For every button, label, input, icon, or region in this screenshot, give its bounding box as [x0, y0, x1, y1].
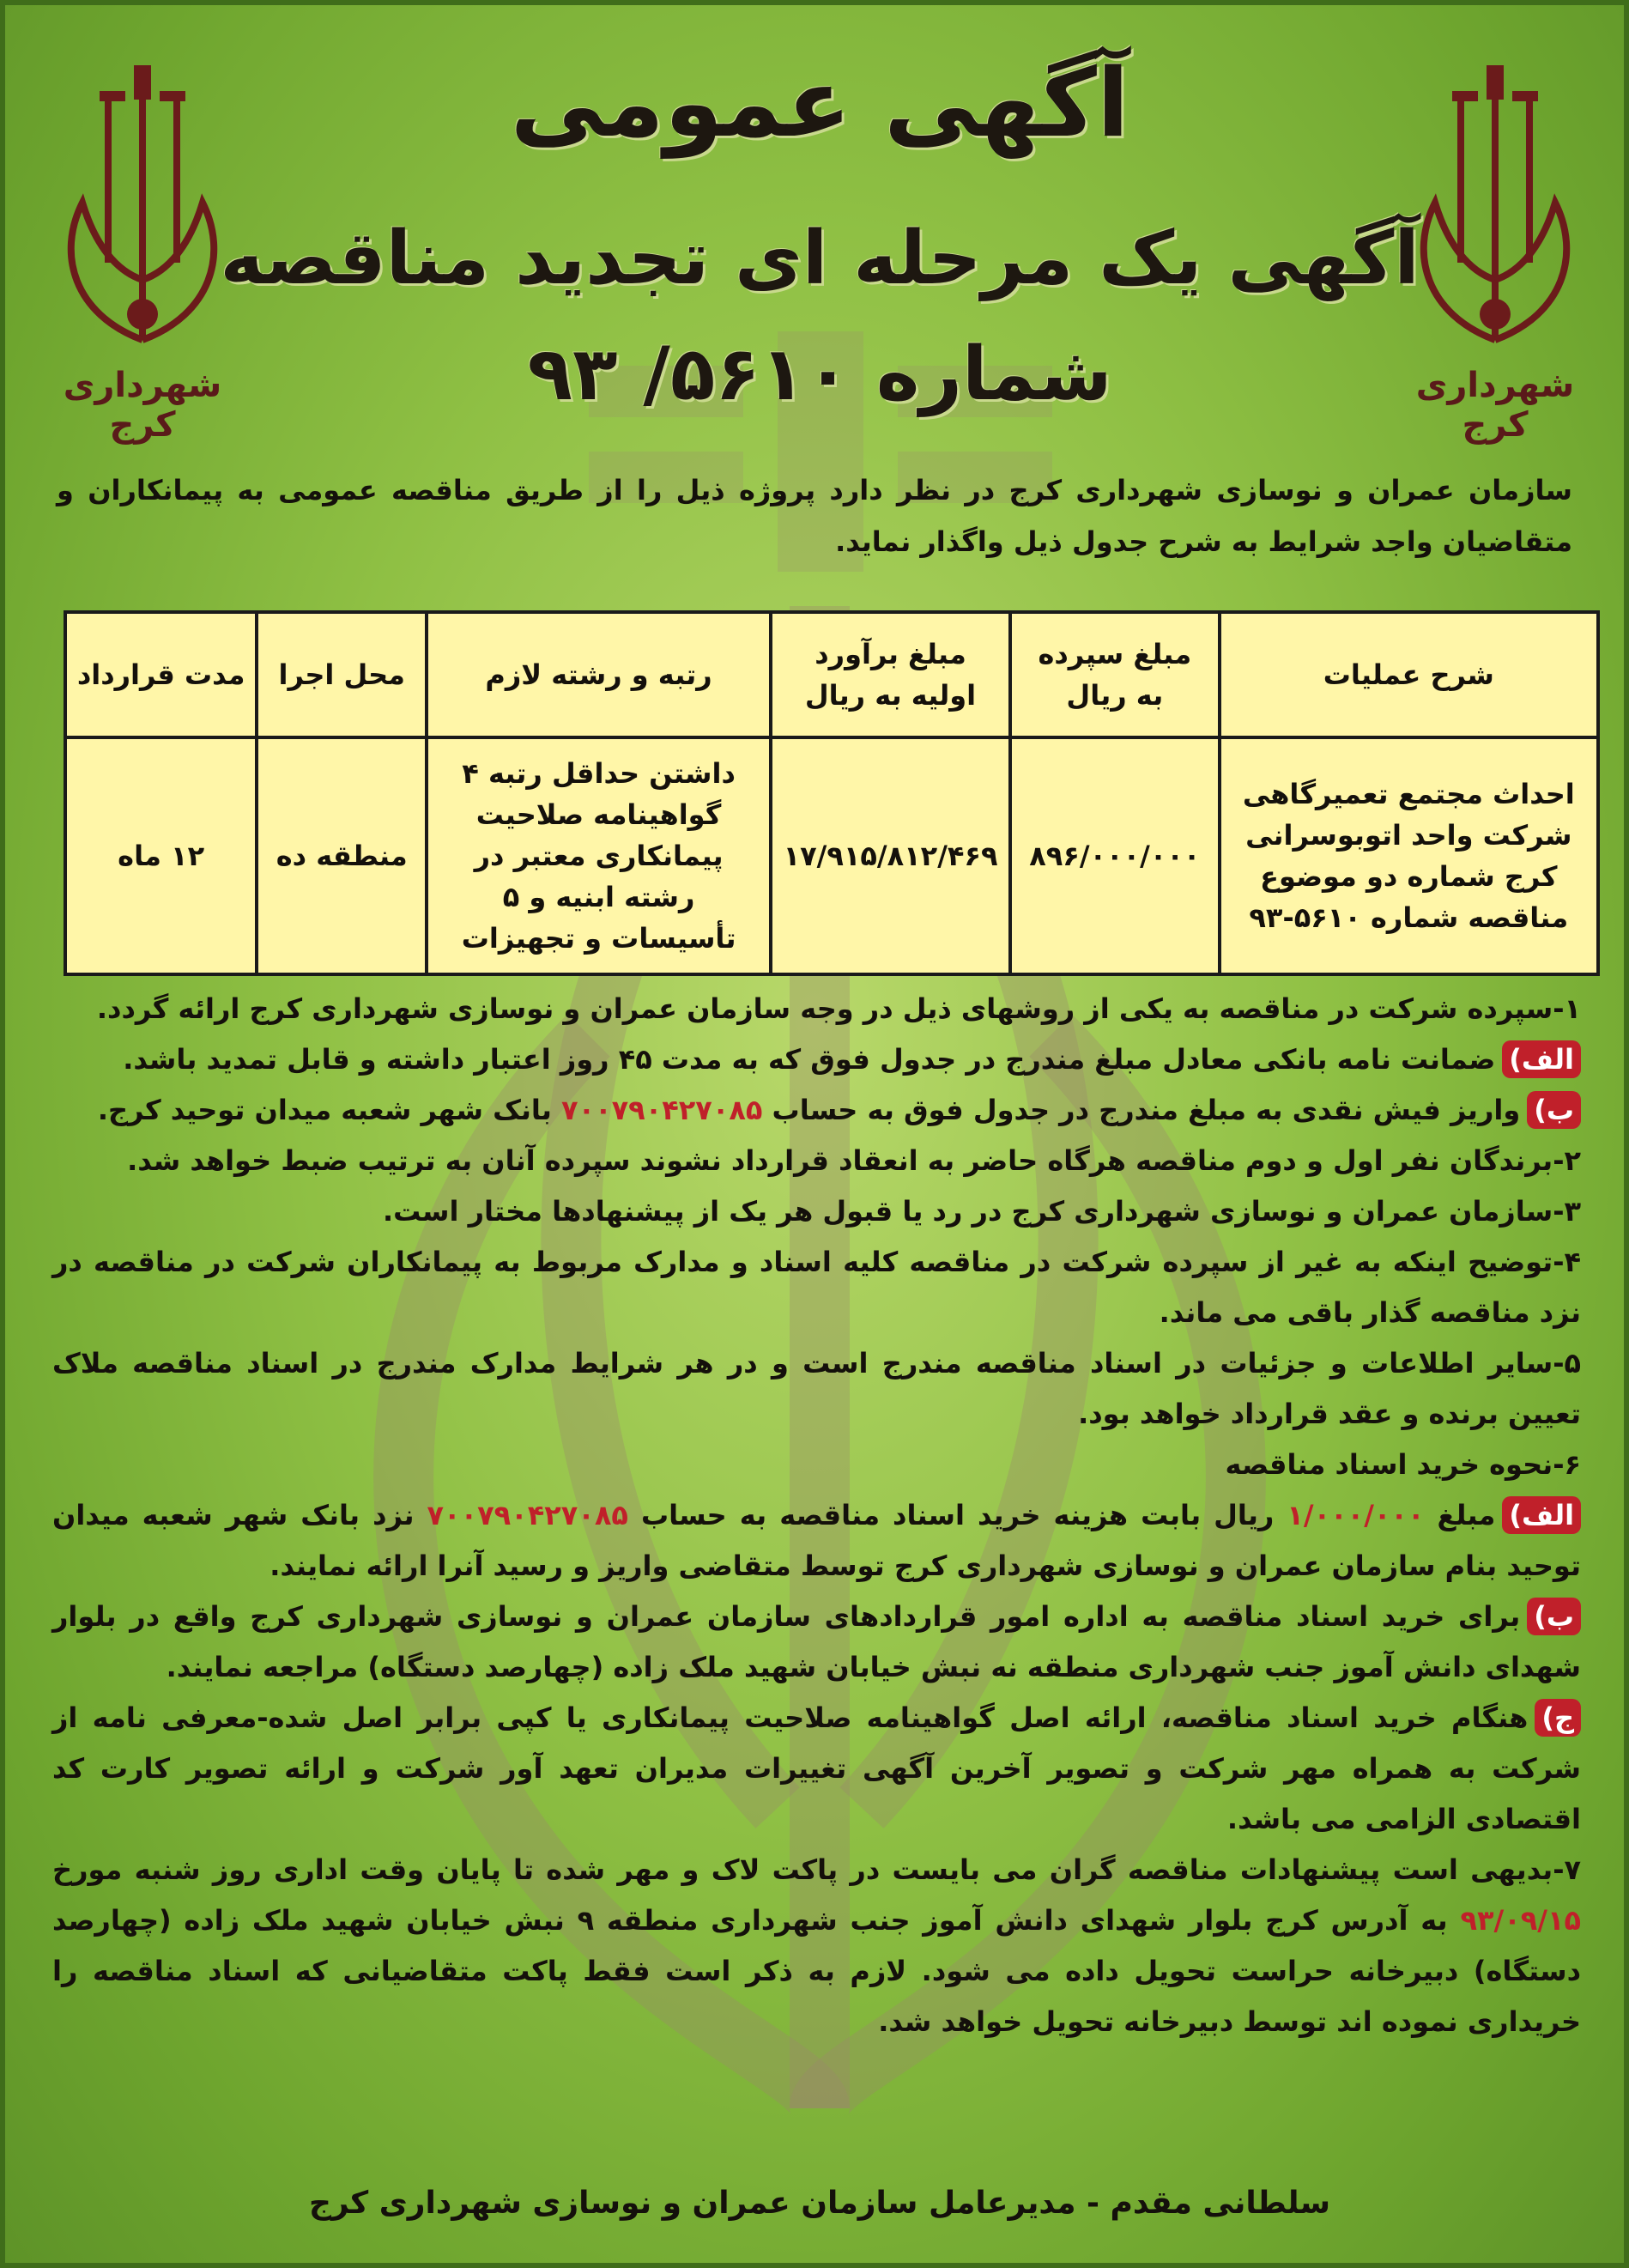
- cell-grade: داشتن حداقل رتبه ۴ گواهینامه صلاحیت پیمانکاری معتبر در رشته ابنیه و ۵ تأسیسات و تجهیزات: [427, 737, 771, 974]
- item-label: الف): [1502, 1496, 1581, 1534]
- header-deposit: مبلغ سپرده به ریال: [1010, 612, 1220, 737]
- intro-paragraph: سازمان عمران و نوسازی شهرداری کرج در نظر دارد پروژه ذیل را از طریق مناقصه عمومی به پیمانکاران و متقاضیان واجد شرایط به شرح جدول ذیل واگذار نماید.: [57, 474, 1572, 558]
- account-number: ۷۰۰۷۹۰۴۲۷۰۸۵: [561, 1094, 763, 1126]
- condition-text: به آدرس کرج بلوار شهدای دانش آموز جنب شهرداری منطقه ۹ نبش خیابان شهید ملک زاده (چهارصد دستگاه) دبیرخانه حراست تحویل داده می شود. لازم به ذکر است فقط پاکت متقاضیانی که اسناد مناقصه را خریداری نموده اند توسط دبیرخانه تحویل خواهد شد.: [52, 1904, 1581, 2038]
- condition-text: ریال بابت هزینه خرید اسناد مناقصه به حساب: [640, 1499, 1275, 1531]
- header-description: شرح عملیات: [1220, 612, 1598, 737]
- cell-location: منطقه ده: [257, 737, 427, 974]
- tender-number: شماره ۵۶۱۰/ ۹۳: [527, 331, 1112, 417]
- condition-6b: [52, 1592, 1581, 1693]
- condition-1a: [52, 1034, 1581, 1085]
- logo-caption: شهرداری کرج: [1415, 366, 1575, 445]
- condition-3: ۳-سازمان عمران و نوسازی شهرداری کرج در رد یا قبول هر یک از پیشنهادها مختار است.: [382, 1195, 1581, 1228]
- deadline-date: ۹۳/۰۹/۱۵: [1460, 1904, 1582, 1937]
- condition-text: برای خرید اسناد مناقصه به اداره امور قراردادهای سازمان عمران و نوسازی شهرداری کرج واقع در بلوار شهدای دانش آموز جنب شهرداری منطقه نه نبش خیابان شهید ملک زاده (چهارصد دستگاه) مراجعه نمایند.: [52, 1600, 1581, 1683]
- condition-text: هنگام خرید اسناد مناقصه، ارائه اصل گواهینامه صلاحیت پیمانکاری یا کپی برابر اصل شده-معرفی نامه از شرکت به همراه مهر شرکت و تصویر آخرین آگهی تغییرات مدیران تعهد آور شرکت و ارائه تصویر کارت کد اقتصادی الزامی می باشد.: [52, 1701, 1581, 1835]
- fee-amount: ۱/۰۰۰/۰۰۰: [1287, 1499, 1425, 1531]
- condition-text: مبلغ: [1437, 1499, 1496, 1531]
- condition-text: نزد بانک شهر شعبه میدان توحید بنام سازمان عمران و نوسازی شهرداری کرج توسط متقاضی واریز و رسید آنرا ارائه نمایند.: [52, 1499, 1581, 1582]
- account-number: ۷۰۰۷۹۰۴۲۷۰۸۵: [427, 1499, 628, 1531]
- condition-text: بانک شهر شعبه میدان توحید کرج.: [97, 1094, 552, 1126]
- ad-subtitle: آگهی یک مرحله ای تجدید مناقصه: [220, 215, 1420, 301]
- condition-2: ۲-برندگان نفر اول و دوم مناقصه هرگاه حاضر به انعقاد قرارداد نشوند سپرده آنان به ترتیب ضبط خواهد شد.: [127, 1144, 1581, 1177]
- condition-6a: [52, 1490, 1581, 1592]
- header-location: محل اجرا: [257, 612, 427, 737]
- cell-description: احداث مجتمع تعمیرگاهی شرکت واحد اتوبوسرانی کرج شماره دو موضوع مناقصه شماره ۵۶۱۰-۹۳: [1220, 737, 1598, 974]
- condition-text: ۷-بدیهی است پیشنهادات مناقصه گران می بایست در پاکت لاک و مهر شده تا پایان وقت اداری روز شنبه مورخ: [52, 1853, 1581, 1886]
- tender-table: [64, 610, 1600, 976]
- condition-5: ۵-سایر اطلاعات و جزئیات در اسناد مناقصه مندرج است و در هر شرایط مدارک مندرج در اسناد مناقصه ملاک تعیین برنده و عقد قرارداد خواهد بود.: [52, 1347, 1581, 1430]
- condition-text: ضمانت نامه بانکی معادل مبلغ مندرج در جدول فوق که به مدت ۴۵ روز اعتبار داشته و قابل تمدید باشد.: [123, 1043, 1496, 1076]
- condition-1b: [52, 1085, 1581, 1136]
- header-grade: رتبه و رشته لازم: [427, 612, 771, 737]
- table-header-row: [65, 612, 1598, 737]
- item-label: الف): [1502, 1040, 1581, 1078]
- signature-line: سلطانی مقدم - مدیرعامل سازمان عمران و نوسازی شهرداری کرج: [308, 2186, 1331, 2221]
- cell-deposit: ۸۹۶/۰۰۰/۰۰۰: [1010, 737, 1220, 974]
- condition-7: [52, 1845, 1581, 2047]
- item-label: ب): [1527, 1091, 1581, 1129]
- item-label: ج): [1535, 1699, 1581, 1737]
- condition-4: ۴-توضیح اینکه به غیر از سپرده شرکت در مناقصه کلیه اسناد و مدارک مربوط به پیمانکاران شرکت در مناقصه در نزد مناقصه گذار باقی می ماند.: [52, 1246, 1581, 1329]
- ad-title: آگهی عمومی: [510, 48, 1129, 158]
- cell-estimate: ۱۷/۹۱۵/۸۱۲/۴۶۹: [771, 737, 1010, 974]
- condition-1: ۱-سپرده شرکت در مناقصه به یکی از روشهای ذیل در وجه سازمان عمران و نوسازی شهرداری کرج ارائه گردد.: [96, 992, 1581, 1025]
- logo-caption: شهرداری کرج: [63, 366, 222, 445]
- condition-text: واریز فیش نقدی به مبلغ مندرج در جدول فوق به حساب: [772, 1094, 1521, 1126]
- condition-6c: [52, 1693, 1581, 1845]
- table-row: [65, 737, 1598, 974]
- header-duration: مدت قرارداد: [65, 612, 257, 737]
- cell-duration: ۱۲ ماه: [65, 737, 257, 974]
- conditions-list: [52, 984, 1581, 2047]
- header-estimate: مبلغ برآورد اولیه به ریال: [771, 612, 1010, 737]
- condition-6: ۶-نحوه خرید اسناد مناقصه: [1225, 1448, 1581, 1481]
- item-label: ب): [1527, 1598, 1581, 1635]
